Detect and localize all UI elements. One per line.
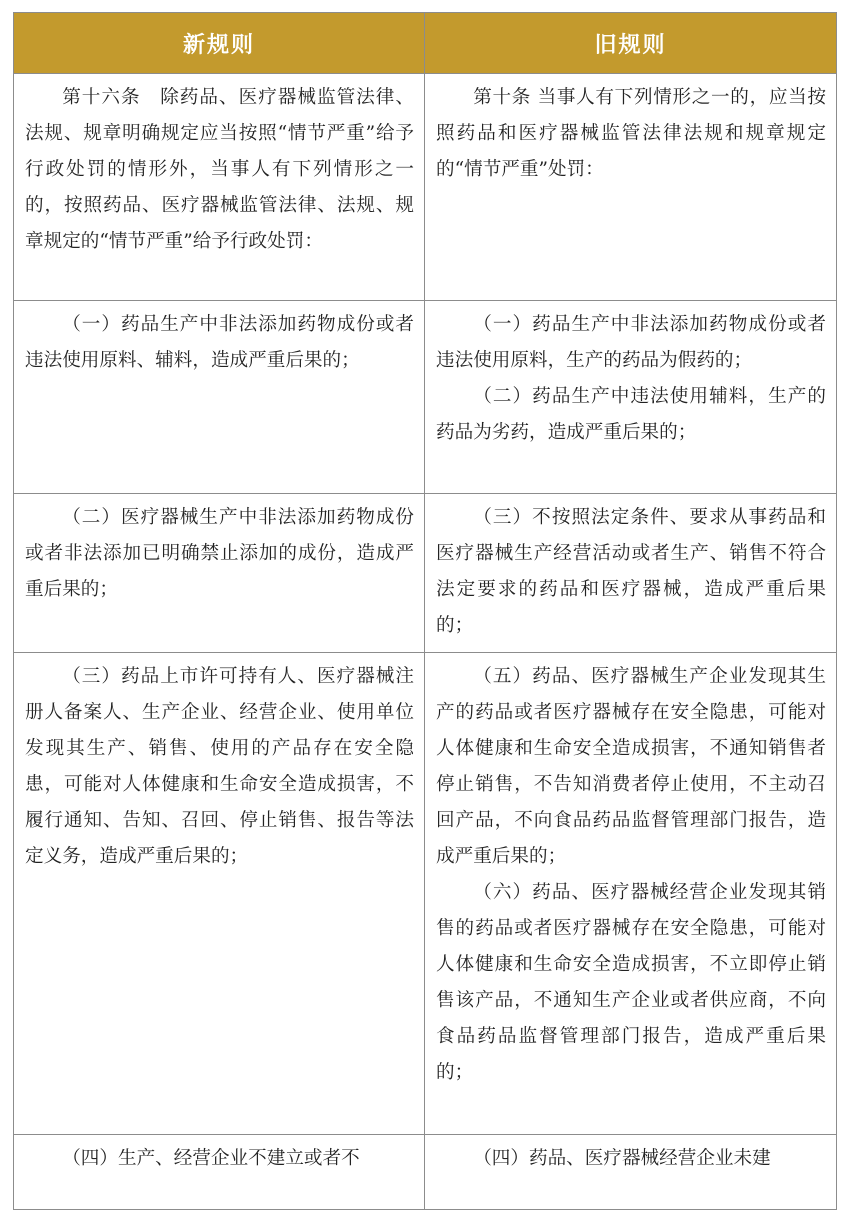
rule-paragraph: （一）药品生产中非法添加药物成份或者违法使用原料，生产的药品为假药的； — [436, 314, 826, 371]
rules-comparison-table — [13, 12, 837, 1210]
old-rule-cell — [425, 301, 837, 494]
new-rule-cell — [14, 1135, 425, 1210]
header-old-rules: 旧规则 — [425, 13, 837, 74]
new-rule-cell — [14, 301, 425, 494]
table-row — [14, 1135, 837, 1210]
rule-paragraph: （三）不按照法定条件、要求从事药品和医疗器械生产经营活动或者生产、销售不符合法定要求的药品和医疗器械，造成严重后果的； — [436, 507, 826, 636]
old-rule-cell — [425, 494, 837, 653]
table-row — [14, 653, 837, 1135]
rule-paragraph: （二）药品生产中违法使用辅料，生产的药品为劣药，造成严重后果的； — [436, 386, 826, 443]
old-rule-cell — [425, 74, 837, 301]
rule-paragraph: 第十条 当事人有下列情形之一的，应当按照药品和医疗器械监管法律法规和规章规定的“情节严重”处罚： — [436, 87, 826, 180]
rule-paragraph: （二）医疗器械生产中非法添加药物成份或者非法添加已明确禁止添加的成份，造成严重后果的； — [25, 507, 414, 600]
rule-paragraph: （四）药品、医疗器械经营企业未建 — [473, 1148, 771, 1169]
rule-paragraph: （六）药品、医疗器械经营企业发现其销售的药品或者医疗器械存在安全隐患，可能对人体健康和生命安全造成损害，不立即停止销售该产品，不通知生产企业或者供应商，不向食品药品监督管理部门报告，造成严重后果的； — [436, 882, 826, 1083]
rule-paragraph: （四）生产、经营企业不建立或者不 — [62, 1148, 360, 1169]
rule-paragraph: （三）药品上市许可持有人、医疗器械注册人备案人、生产企业、经营企业、使用单位发现其生产、销售、使用的产品存在安全隐患，可能对人体健康和生命安全造成损害，不履行通知、告知、召回、停止销售、报告等法定义务，造成严重后果的； — [25, 666, 414, 867]
header-new-rules: 新规则 — [14, 13, 425, 74]
table-row — [14, 494, 837, 653]
rule-paragraph: （五）药品、医疗器械生产企业发现其生产的药品或者医疗器械存在安全隐患，可能对人体健康和生命安全造成损害，不通知销售者停止销售，不告知消费者停止使用，不主动召回产品，不向食品药品监督管理部门报告，造成严重后果的； — [436, 666, 826, 867]
old-rule-cell — [425, 653, 837, 1135]
table-row — [14, 74, 837, 301]
table-row — [14, 301, 837, 494]
old-rule-cell — [425, 1135, 837, 1210]
new-rule-cell — [14, 653, 425, 1135]
rule-paragraph: 第十六条 除药品、医疗器械监管法律、法规、规章明确规定应当按照“情节严重”给予行政处罚的情形外，当事人有下列情形之一的，按照药品、医疗器械监管法律、法规、规章规定的“情节严重”给予行政处罚： — [25, 87, 414, 252]
rule-paragraph: （一）药品生产中非法添加药物成份或者违法使用原料、辅料，造成严重后果的； — [25, 314, 414, 371]
table-header-row — [14, 13, 837, 74]
new-rule-cell — [14, 74, 425, 301]
new-rule-cell — [14, 494, 425, 653]
